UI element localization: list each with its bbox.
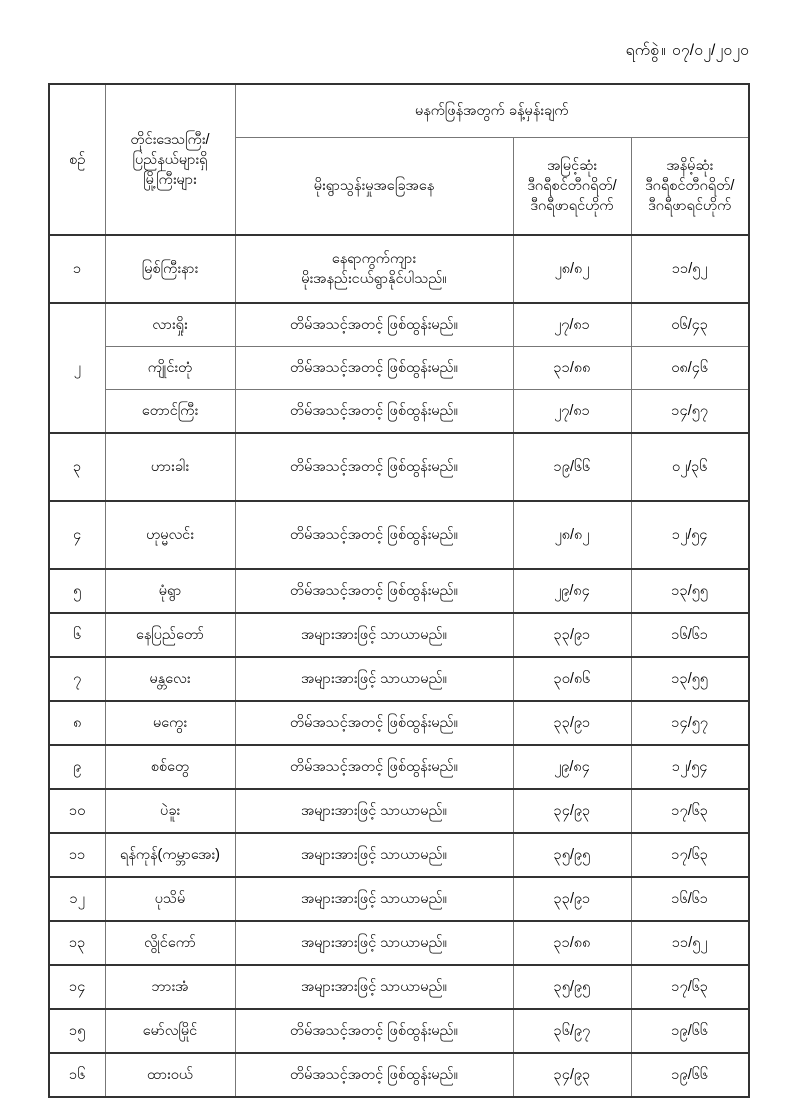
table-row [49,1053,749,1097]
date-label: ရက်စွဲ [625,42,660,59]
row-max-temp: ၃၃/၉၁ [513,701,631,745]
table-header [49,84,749,235]
row-serial-no: ၁၃ [49,921,105,965]
table-row [49,921,749,965]
row-serial-no: ၇ [49,657,105,701]
table-row [49,877,749,921]
table-row [49,657,749,701]
header-min-line2: ဒီဂရီစင်တီဂရိတ်/ [645,178,735,194]
row-city: ဟုမ္မလင်း [105,501,235,569]
header-region-line1: တိုင်းဒေသကြီး/ [130,131,210,148]
row-min-temp: ၁၉/၆၆ [631,1053,749,1097]
table-row [49,833,749,877]
table-row [49,1009,749,1053]
row-min-temp: ၁၄/၅၇ [631,701,749,745]
row-max-temp: ၂၈/၈၂ [513,501,631,569]
row-min-temp: ၀၂/၃၆ [631,433,749,501]
row-min-temp: ၁၂/၅၄ [631,501,749,569]
row-condition-line1: နေရာကွက်ကျား [331,251,417,267]
table-row [49,701,749,745]
header-max-line3: ဒီဂရီဖာရင်ဟိုက် [530,198,614,214]
row-serial-no: ၁၅ [49,1009,105,1053]
row-max-temp: ၃၆/၉၇ [513,1009,631,1053]
row-serial-no: ၂ [49,303,105,433]
row-max-temp: ၃၅/၉၅ [513,965,631,1009]
row-max-temp: ၃၃/၉၁ [513,613,631,657]
header-serial-no: စဉ် [49,84,105,235]
header-region-city [105,84,235,235]
row-min-temp: ၁၃/၅၅ [631,657,749,701]
row-condition: အများအားဖြင့် သာယာမည်။ [235,833,513,877]
row-serial-no: ၆ [49,613,105,657]
header-region-line3: မြို့ကြီးများ [143,171,197,188]
row-max-temp: ၃၄/၉၃ [513,1053,631,1097]
row-city: ထားဝယ် [105,1053,235,1097]
row-city: မြစ်ကြီးနား [105,235,235,303]
row-serial-no: ၃ [49,433,105,501]
row-condition: တိမ်အသင့်အတင့် ဖြစ်ထွန်းမည်။ [235,303,513,347]
row-condition: အများအားဖြင့် သာယာမည်။ [235,921,513,965]
header-min-line1: အနိမ့်ဆုံး [666,158,714,174]
row-condition: အများအားဖြင့် သာယာမည်။ [235,789,513,833]
row-min-temp: ၁၇/၆၃ [631,789,749,833]
header-region-line2: ပြည်နယ်များရှိ [132,151,208,168]
row-condition: တိမ်အသင့်အတင့် ဖြစ်ထွန်းမည်။ [235,1009,513,1053]
row-city: ဟားခါး [105,433,235,501]
row-serial-no: ၄ [49,501,105,569]
table-row [49,501,749,569]
row-condition: အများအားဖြင့် သာယာမည်။ [235,965,513,1009]
row-max-temp: ၂၇/၈၁ [513,303,631,347]
row-city: စစ်တွေ [105,745,235,789]
row-min-temp: ၁၃/၅၅ [631,569,749,613]
row-condition [235,235,513,303]
table-row [49,569,749,613]
row-min-temp: ၁၉/၆၆ [631,1009,749,1053]
row-serial-no: ၁၁ [49,833,105,877]
row-condition: တိမ်အသင့်အတင့် ဖြစ်ထွန်းမည်။ [235,501,513,569]
row-condition-line2: မိုးအနည်းငယ်ရွာနိုင်ပါသည်။ [301,271,447,287]
row-serial-no: ၁၂ [49,877,105,921]
row-min-temp: ၀၆/၄၃ [631,303,749,347]
row-city: မုံရွာ [105,569,235,613]
row-condition: တိမ်အသင့်အတင့် ဖြစ်ထွန်းမည်။ [235,390,513,434]
header-rain-condition: မိုးရွာသွန်းမှုအခြေအနေ [235,138,513,236]
date-value: ၀၇/၀၂/၂၀၂၀ [671,42,749,59]
row-serial-no: ၉ [49,745,105,789]
row-max-temp: ၂၉/၈၄ [513,569,631,613]
header-max-temperature [513,138,631,236]
row-city: ရန်ကုန်(ကမ္ဘာအေး) [105,833,235,877]
table-row [49,965,749,1009]
row-city: နေပြည်တော် [105,613,235,657]
row-min-temp: ၁၄/၅၇ [631,390,749,434]
table-row [49,433,749,501]
row-serial-no: ၈ [49,701,105,745]
row-max-temp: ၃၄/၉၃ [513,789,631,833]
row-city: ကျိုင်းတုံ [105,347,235,390]
row-city: မန္တလေး [105,657,235,701]
row-condition: တိမ်အသင့်အတင့် ဖြစ်ထွန်းမည်။ [235,347,513,390]
row-max-temp: ၂၇/၈၁ [513,390,631,434]
row-city: လွိုင်ကော် [105,921,235,965]
table-row [49,789,749,833]
row-min-temp: ၀၈/၄၆ [631,347,749,390]
row-min-temp: ၁၂/၅၄ [631,745,749,789]
row-city: မော်လမြိုင် [105,1009,235,1053]
row-condition: တိမ်အသင့်အတင့် ဖြစ်ထွန်းမည်။ [235,569,513,613]
row-serial-no: ၅ [49,569,105,613]
table-row [49,303,749,347]
row-condition: အများအားဖြင့် သာယာမည်။ [235,657,513,701]
row-city: ပုသိမ် [105,877,235,921]
header-forecast-span: မနက်ဖြန်အတွက် ခန့်မှန်းချက် [235,84,749,138]
row-city: ပဲခူး [105,789,235,833]
row-city: မကွေး [105,701,235,745]
table-row [49,613,749,657]
row-max-temp: ၂၉/၈၄ [513,745,631,789]
row-min-temp: ၁၇/၆၃ [631,965,749,1009]
row-max-temp: ၃၅/၉၅ [513,833,631,877]
row-city: လားရှိုး [105,303,235,347]
row-condition: တိမ်အသင့်အတင့် ဖြစ်ထွန်းမည်။ [235,433,513,501]
header-min-temperature [631,138,749,236]
row-max-temp: ၁၉/၆၆ [513,433,631,501]
row-condition: တိမ်အသင့်အတင့် ဖြစ်ထွန်းမည်။ [235,1053,513,1097]
row-condition: အများအားဖြင့် သာယာမည်။ [235,613,513,657]
row-min-temp: ၁၁/၅၂ [631,235,749,303]
row-max-temp: ၃၁/၈၈ [513,347,631,390]
row-max-temp: ၃၃/၉၁ [513,877,631,921]
header-row-top [49,84,749,138]
table-row [49,235,749,303]
row-min-temp: ၁၆/၆၁ [631,613,749,657]
row-city: ဘားအံ [105,965,235,1009]
row-min-temp: ၁၁/၅၂ [631,921,749,965]
row-min-temp: ၁၆/၆၁ [631,877,749,921]
header-max-line1: အမြင့်ဆုံး [547,158,597,174]
row-condition: တိမ်အသင့်အတင့် ဖြစ်ထွန်းမည်။ [235,701,513,745]
row-serial-no: ၁ [49,235,105,303]
weather-forecast-table [48,83,750,1098]
document-date [626,40,749,63]
row-serial-no: ၁၀ [49,789,105,833]
table-row [49,745,749,789]
date-separator: ။ [661,42,666,59]
row-condition: အများအားဖြင့် သာယာမည်။ [235,877,513,921]
row-max-temp: ၂၈/၈၂ [513,235,631,303]
row-max-temp: ၃၀/၈၆ [513,657,631,701]
row-serial-no: ၁၄ [49,965,105,1009]
table-row [49,390,749,434]
row-serial-no: ၁၆ [49,1053,105,1097]
header-max-line2: ဒီဂရီစင်တီဂရိတ်/ [527,178,617,194]
table-row [49,347,749,390]
row-city: တောင်ကြီး [105,390,235,434]
table-body [49,235,749,1097]
row-condition: တိမ်အသင့်အတင့် ဖြစ်ထွန်းမည်။ [235,745,513,789]
row-min-temp: ၁၇/၆၃ [631,833,749,877]
row-max-temp: ၃၁/၈၈ [513,921,631,965]
header-min-line3: ဒီဂရီဖာရင်ဟိုက် [648,198,732,214]
